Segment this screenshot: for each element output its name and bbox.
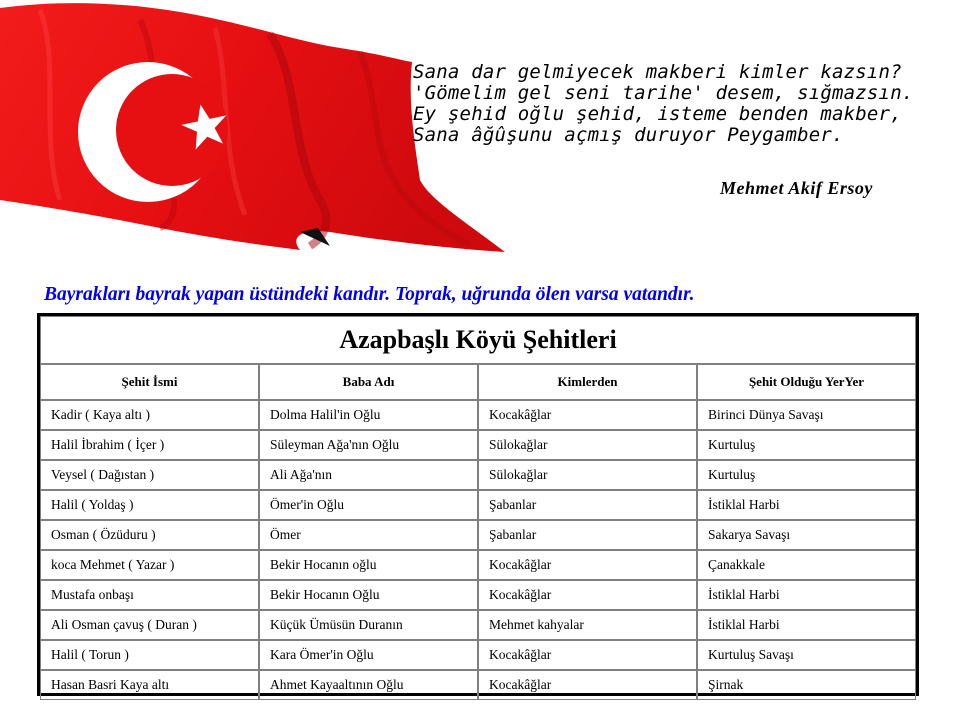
poem-line: 'Gömelim gel seni tarihe' desem, sığmazsın.: [413, 82, 914, 104]
table-cell: Kurtuluş: [697, 460, 916, 490]
table-cell: Halil İbrahim ( İçer ): [40, 430, 259, 460]
column-header: Şehit Olduğu YerYer: [697, 364, 916, 400]
table-row: [40, 520, 916, 550]
table-cell: Şabanlar: [478, 490, 697, 520]
table-cell: Sülokağlar: [478, 430, 697, 460]
table-cell: Halil ( Torun ): [40, 640, 259, 670]
table-cell: Çanakkale: [697, 550, 916, 580]
table-row: [40, 610, 916, 640]
table-cell: Osman ( Özüduru ): [40, 520, 259, 550]
table-cell: Ahmet Kayaaltının Oğlu: [259, 670, 478, 700]
table-cell: Mustafa onbaşı: [40, 580, 259, 610]
table-cell: Halil ( Yoldaş ): [40, 490, 259, 520]
poem-line: Sana âğûşunu açmış duruyor Peygamber.: [413, 124, 844, 146]
table-cell: Hasan Basri Kaya altı: [40, 670, 259, 700]
table-cell: Bekir Hocanın oğlu: [259, 550, 478, 580]
table-body: [40, 400, 916, 700]
table-row: [40, 430, 916, 460]
motto-text: Bayrakları bayrak yapan üstündeki kandır. Toprak, uğrunda ölen varsa vatandır.: [44, 284, 695, 305]
table-cell: Kurtuluş Savaşı: [697, 640, 916, 670]
table-cell: Şirnak: [697, 670, 916, 700]
table-cell: Mehmet kahyalar: [478, 610, 697, 640]
table-row: [40, 460, 916, 490]
table-cell: İstiklal Harbi: [697, 610, 916, 640]
table-cell: Kurtuluş: [697, 430, 916, 460]
table-cell: Kocakâğlar: [478, 640, 697, 670]
table-cell: Ömer: [259, 520, 478, 550]
table-cell: Bekir Hocanın Oğlu: [259, 580, 478, 610]
martyrs-table-frame: [37, 313, 919, 696]
poem-line: Ey şehid oğlu şehid, isteme benden makber,: [413, 103, 902, 125]
table-row: [40, 490, 916, 520]
table-cell: Kadir ( Kaya altı ): [40, 400, 259, 430]
column-header: Şehit İsmi: [40, 364, 259, 400]
martyrs-table: [40, 316, 916, 700]
table-cell: Ömer'in Oğlu: [259, 490, 478, 520]
table-cell: Sülokağlar: [478, 460, 697, 490]
table-cell: Birinci Dünya Savaşı: [697, 400, 916, 430]
table-row: [40, 670, 916, 700]
table-cell: İstiklal Harbi: [697, 490, 916, 520]
table-row: [40, 400, 916, 430]
table-cell: Süleyman Ağa'nın Oğlu: [259, 430, 478, 460]
table-row: [40, 580, 916, 610]
table-cell: Ali Ağa'nın: [259, 460, 478, 490]
table-cell: Dolma Halil'in Oğlu: [259, 400, 478, 430]
table-title: Azapbaşlı Köyü Şehitleri: [40, 316, 916, 364]
table-row: [40, 550, 916, 580]
table-cell: Küçük Ümüsün Duranın: [259, 610, 478, 640]
table-cell: Sakarya Savaşı: [697, 520, 916, 550]
table-row: [40, 640, 916, 670]
table-cell: Kocakâğlar: [478, 550, 697, 580]
table-cell: Kocakâğlar: [478, 580, 697, 610]
table-cell: Kara Ömer'in Oğlu: [259, 640, 478, 670]
table-cell: Ali Osman çavuş ( Duran ): [40, 610, 259, 640]
poem: [413, 62, 953, 146]
table-cell: İstiklal Harbi: [697, 580, 916, 610]
poem-author: Mehmet Akif Ersoy: [720, 178, 873, 198]
column-header: Baba Adı: [259, 364, 478, 400]
poem-line: Sana dar gelmiyecek makberi kimler kazsın?: [413, 61, 902, 83]
table-cell: Kocakâğlar: [478, 400, 697, 430]
table-cell: koca Mehmet ( Yazar ): [40, 550, 259, 580]
table-cell: Kocakâğlar: [478, 670, 697, 700]
column-header: Kimlerden: [478, 364, 697, 400]
table-cell: Şabanlar: [478, 520, 697, 550]
table-cell: Veysel ( Dağıstan ): [40, 460, 259, 490]
